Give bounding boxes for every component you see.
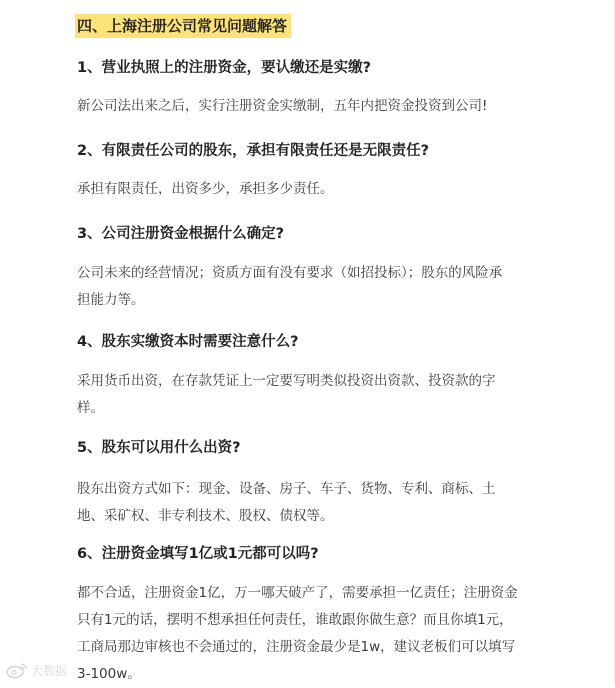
answer-6-line-4: 3-100w。 <box>77 666 141 682</box>
question-3: 3、公司注册资金根据什么确定? <box>77 226 284 242</box>
answer-2-line-1: 承担有限责任，出资多少，承担多少责任。 <box>77 181 334 197</box>
answer-4-line-1: 采用货币出资，在存款凭证上一定要写明类似投资出资款、投资款的字 <box>77 373 496 389</box>
watermark <box>6 660 67 680</box>
watermark-text: 大数据 <box>31 663 68 678</box>
answer-1 <box>77 93 547 120</box>
question-1: 1、营业执照上的注册资金，要认缴还是实缴? <box>77 60 371 76</box>
section-title: 四、上海注册公司常见问题解答 <box>75 14 291 38</box>
question-2: 2、有限责任公司的股东，承担有限责任还是无限责任? <box>77 143 429 159</box>
answer-5-line-2: 地、采矿权、非专利技术、股权、债权等。 <box>77 508 334 524</box>
question-4: 4、股东实缴资本时需要注意什么? <box>77 334 299 350</box>
answer-3-line-1: 公司未来的经营情况；资质方面有没有要求（如招投标）；股东的风险承 <box>77 265 503 281</box>
answer-3-line-2: 担能力等。 <box>77 292 145 308</box>
answer-1-line-1: 新公司法出来之后，实行注册资金实缴制，五年内把资金投资到公司! <box>77 98 488 114</box>
answer-5 <box>77 476 547 530</box>
answer-5-line-1: 股东出资方式如下：现金、设备、房子、车子、货物、专利、商标、土 <box>77 481 496 497</box>
answer-6-line-1: 都不合适，注册资金1亿，万一哪天破产了，需要承担一亿责任；注册资金 <box>77 585 518 601</box>
answer-4 <box>77 368 547 422</box>
answer-4-line-2: 样。 <box>77 400 104 416</box>
answer-6 <box>77 580 547 688</box>
answer-3 <box>77 260 547 314</box>
weibo-logo-icon <box>6 661 28 679</box>
question-6: 6、注册资金填写1亿或1元都可以吗? <box>77 546 319 562</box>
question-5: 5、股东可以用什么出资? <box>77 440 241 456</box>
answer-6-line-3: 工商局那边审核也不会通过的，注册资金最少是1w，建议老板们可以填写 <box>77 639 516 655</box>
answer-6-line-2: 只有1元的话，摆明不想承担任何责任，谁敢跟你做生意？而且你填1元， <box>77 612 513 628</box>
answer-2 <box>77 176 547 203</box>
